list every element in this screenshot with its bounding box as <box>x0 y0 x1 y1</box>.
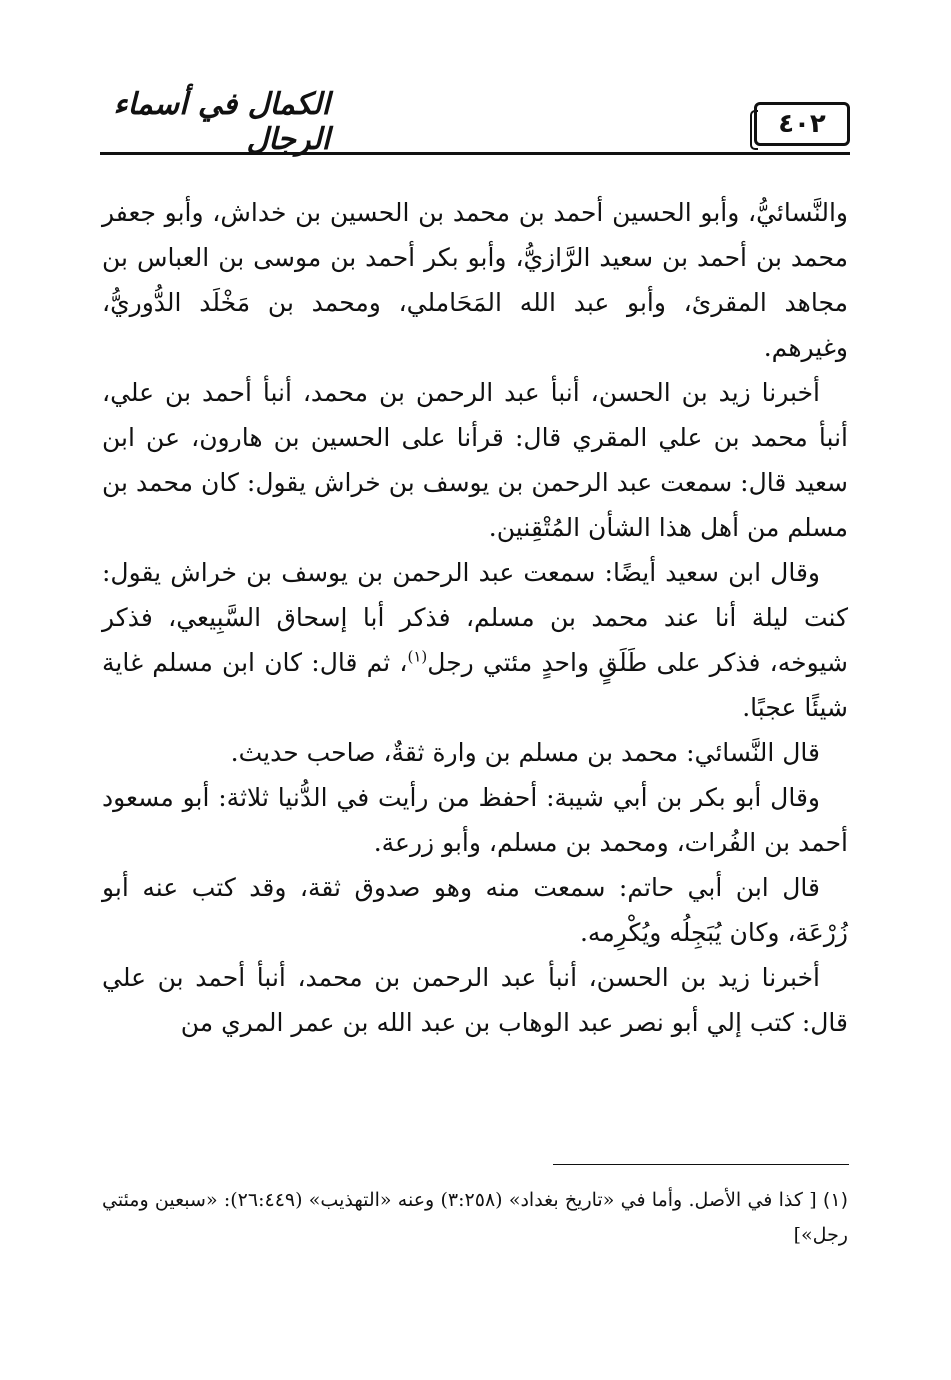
paragraph-3 <box>102 550 848 730</box>
paragraph-6: قال ابن أبي حاتم: سمعت منه وهو صدوق ثقة، وقد كتب عنه أبو زُرْعَة، وكان يُبَجِلُه ويُكْرِمه. <box>102 873 848 947</box>
paragraph-1: والنَّسائيُّ، وأبو الحسين أحمد بن محمد بن الحسين بن خداش، وأبو جعفر محمد بن أحمد بن سعيد الرَّازيُّ، وأبو بكر أحمد بن موسى بن العباس بن مجاهد المقرئ، وأبو عبد الله المَحَاملي، ومحمد بن مَخْلَد الدُّوريُّ، وغيرهم. <box>102 198 848 362</box>
footnote-1 <box>102 1183 848 1253</box>
page-number: ٤٠٢ <box>754 102 850 146</box>
footnotes <box>102 1183 848 1253</box>
footnote-separator <box>553 1164 849 1165</box>
page-header <box>100 88 850 158</box>
paragraph-7: أخبرنا زيد بن الحسن، أنبأ عبد الرحمن بن محمد، أنبأ أحمد بن علي قال: كتب إلي أبو نصر عبد الوهاب بن عبد الله بن عمر المري من <box>102 963 848 1037</box>
paragraph-3-text-before-note: وقال ابن سعيد أيضًا: سمعت عبد الرحمن بن يوسف بن خراش يقول: كنت ليلة أنا عند محمد بن مسلم، فذكر أبا إسحاق السَّبِيعي، فذكر شيوخه، فذكر على طَلَقٍ واحدٍ مئتي رجل <box>102 558 848 677</box>
header-rule <box>100 152 850 155</box>
main-text <box>102 190 848 1045</box>
book-title-calligraphy: الكمال في أسماء الرجال <box>113 87 330 157</box>
footnote-marker: (١) <box>822 1189 848 1211</box>
paragraph-5: وقال أبو بكر بن أبي شيبة: أحفظ من رأيت في الدُّنيا ثلاثة: أبو مسعود أحمد بن الفُرات، ومحمد بن مسلم، وأبو زرعة. <box>102 783 848 857</box>
paragraph-2: أخبرنا زيد بن الحسن، أنبأ عبد الرحمن بن محمد، أنبأ أحمد بن علي، أنبأ محمد بن علي المقري قال: قرأنا على الحسين بن هارون، عن ابن سعيد قال: سمعت عبد الرحمن بن يوسف بن خراش يقول: كان محمد بن مسلم من أهل هذا الشأن المُتْقِنين. <box>102 378 848 542</box>
paragraph-4: قال النَّسائي: محمد بن مسلم بن وارة ثقةٌ، صاحب حديث. <box>230 738 820 767</box>
footnote-text: [ كذا في الأصل. وأما في «تاريخ بغداد» (٣:٢٥٨) وعنه «التهذيب» (٢٦:٤٤٩): «سبعين ومئتي رجل»] <box>102 1189 848 1246</box>
paragraph-3-text-after-note: ، ثم قال: كان ابن مسلم غاية شيئًا عجبًا. <box>102 648 848 722</box>
footnote-reference: (١) <box>407 647 428 666</box>
